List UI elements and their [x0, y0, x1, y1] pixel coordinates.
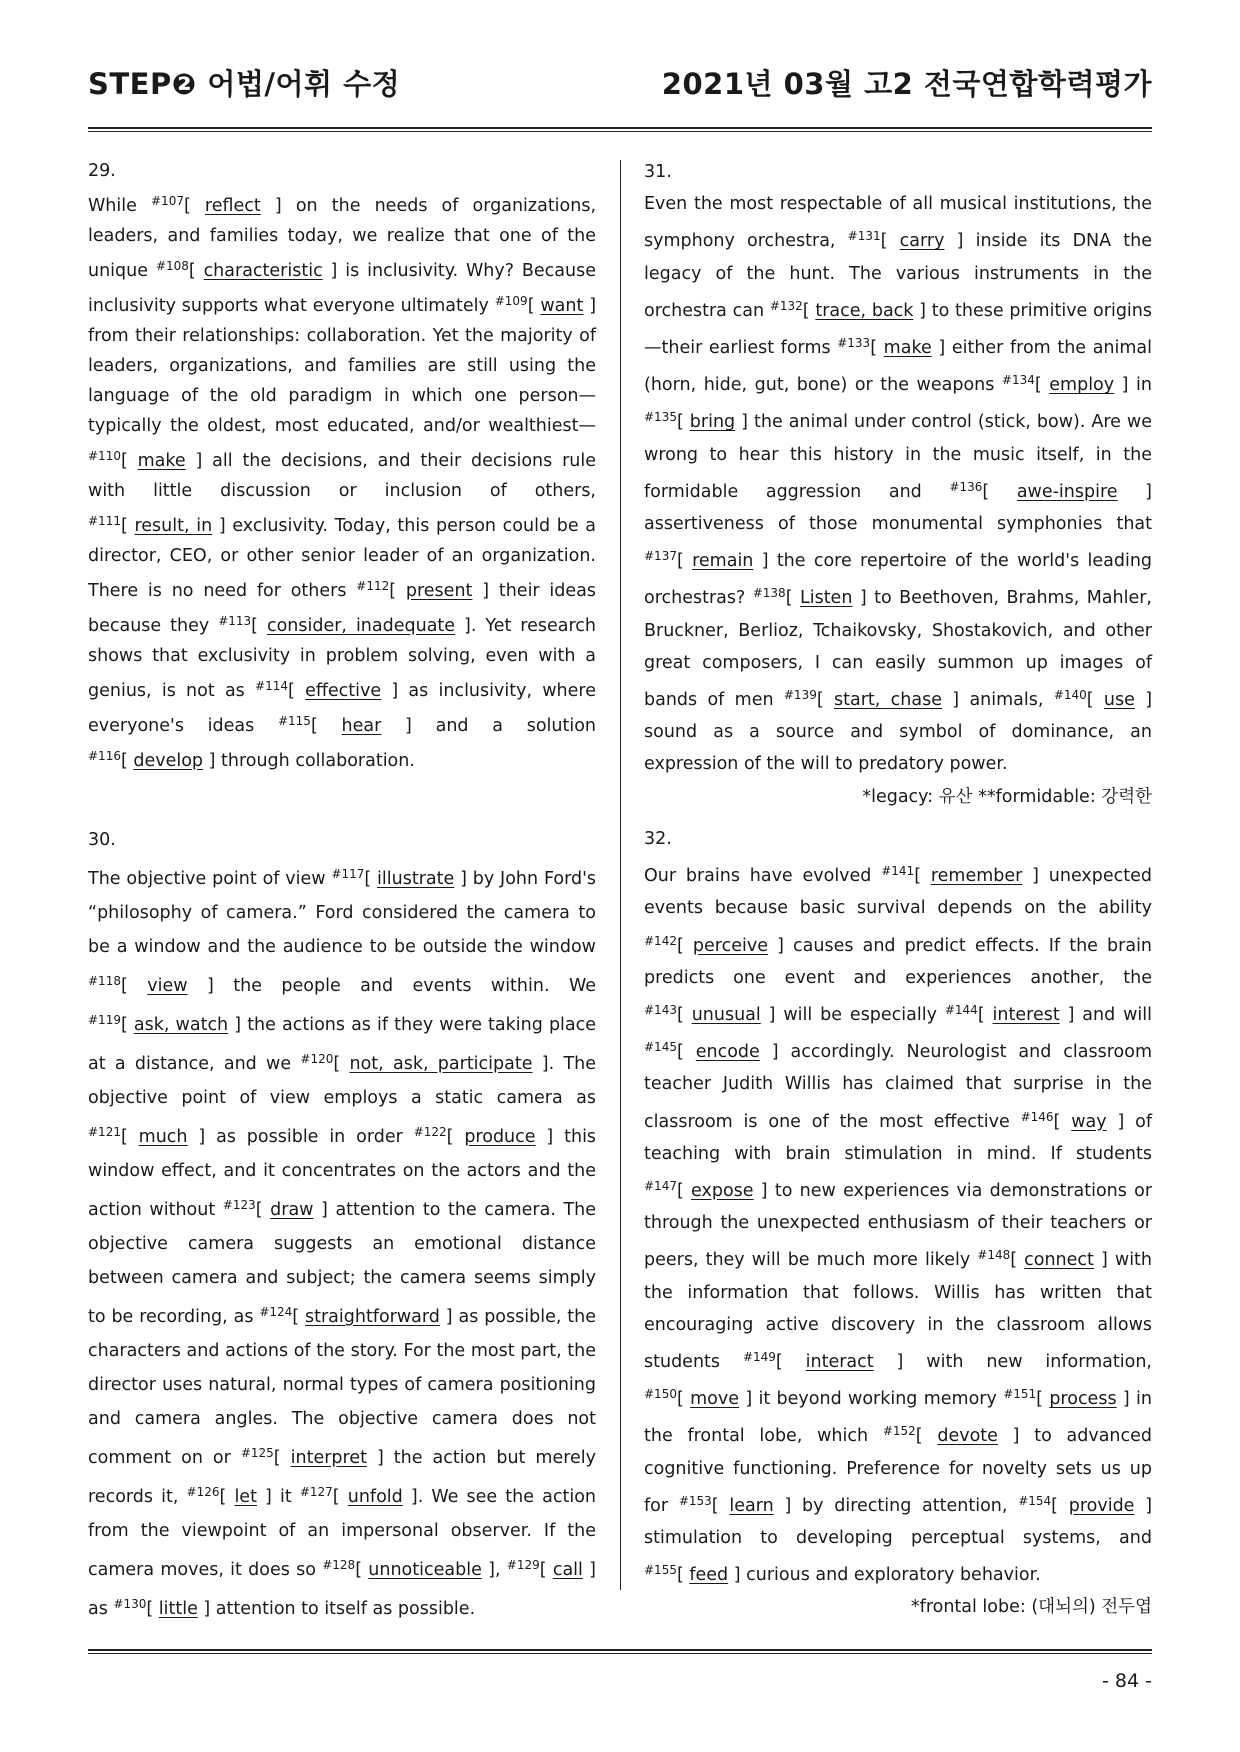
answer-blank: $^{\#129}$[ call ]: [506, 1558, 596, 1580]
header-title-left: STEP❷ 어법/어휘 수정: [88, 67, 401, 101]
blank-answer: expose: [691, 1181, 754, 1202]
blank-answer: develop: [133, 751, 204, 771]
passage-segment: as possible, the characters and actions of the story. For the most part, the director uses natural, normal types of camera positioning and camera angles. The objective camera does not comment on or: [88, 1307, 597, 1468]
passage-segment: animals,: [959, 690, 1054, 711]
passage-segment: on the needs of organizations, leaders, and families today, we realize that one of the unique: [88, 196, 597, 281]
answer-blank: $^{\#130}$[ little ]: [113, 1597, 211, 1619]
blank-answer: want: [540, 296, 584, 316]
blank-answer: much: [138, 1127, 188, 1147]
answer-blank: $^{\#142}$[ perceive ]: [644, 933, 784, 956]
answer-blank: $^{\#134}$[ employ ]: [1001, 373, 1129, 396]
blank-answer: devote: [937, 1426, 998, 1447]
blank-tag: #150: [644, 1387, 677, 1402]
passage-segment: with the information that follows. Willis has written that encouraging active discovery in the classroom allows students: [644, 1250, 1153, 1373]
blank-tag: #113: [218, 614, 252, 628]
blank-tag: #140: [1053, 688, 1087, 703]
answer-blank: $^{\#135}$[ bring ]: [644, 410, 748, 433]
passage-text: [88, 186, 596, 776]
passage-segment: to new experiences via demonstrations or through the unexpected enthusiasm of their teachers or peers, they will be much more likely: [644, 1181, 1153, 1271]
blank-answer: draw: [270, 1200, 314, 1220]
header-double-rule: [88, 127, 1152, 132]
answer-blank: $^{\#111}$[ result, in ]: [88, 514, 226, 536]
answer-blank: $^{\#116}$[ develop ]: [88, 749, 216, 771]
blank-answer: encode: [695, 1042, 760, 1063]
blank-answer: ask, watch: [133, 1015, 229, 1035]
answer-blank: $^{\#126}$[ let ]: [186, 1485, 272, 1507]
blank-tag: #111: [88, 514, 121, 528]
blank-answer: remember: [930, 866, 1023, 887]
blank-answer: remain: [692, 551, 754, 572]
passage-segment: it beyond working memory: [752, 1389, 1004, 1410]
answer-blank: $^{\#150}$[ move ]: [644, 1387, 753, 1410]
passage-segment: assertiveness of those monumental symphonies that: [644, 514, 1152, 535]
blank-answer: provide: [1068, 1495, 1135, 1516]
blank-tag: #138: [752, 586, 786, 601]
blank-answer: illustrate: [377, 869, 455, 889]
passage-segment: the core repertoire of the world's leading orchestras?: [644, 551, 1153, 609]
answer-blank: $^{\#148}$[ connect ]: [977, 1248, 1108, 1271]
blank-answer: trace, back: [815, 300, 914, 321]
blank-tag: #130: [113, 1597, 147, 1611]
passage-segment: to Beethoven, Brahms, Mahler, Bruckner, Berlioz, Tchaikovsky, Shostakovich, and other great composers, I can easily summon up images of bands of men: [644, 588, 1152, 711]
answer-blank: $^{\#133}$[ make ]: [837, 336, 946, 359]
answer-blank: $^{\#138}$[ Listen ]: [752, 586, 867, 609]
passage-segment: Our brains have evolved: [644, 866, 882, 887]
page-number: - 84 -: [1102, 1670, 1152, 1692]
blank-tag: #136: [949, 479, 983, 494]
answer-blank: $^{\#114}$[ effective ]: [255, 679, 399, 701]
passage-segment: with new information,: [903, 1352, 1152, 1373]
blank-tag: #135: [644, 410, 677, 425]
passage-segment: it: [271, 1487, 300, 1507]
passage-text: [644, 188, 1152, 780]
blank-tag: #112: [356, 579, 390, 593]
answer-blank: $^{\#152}$[ devote ]: [882, 1424, 1020, 1447]
blank-tag: #151: [1003, 1387, 1037, 1402]
passage-segment: attention to itself as possible.: [210, 1599, 476, 1619]
blank-answer: effective: [305, 681, 382, 701]
passage-segment: attention to the camera. The objective camera suggests an emotional distance between camera and subject; the camera seems simply to be recording, as: [88, 1200, 596, 1327]
blank-answer: awe-inspire: [1016, 481, 1118, 502]
passage-segment: of teaching with brain stimulation in mind. If students: [644, 1111, 1153, 1164]
passage-segment: exclusivity. Today, this person could be a director, CEO, or other senior leader of an organization. There is no need for others: [88, 516, 597, 601]
answer-blank: $^{\#120}$[ not, ask, participate ]: [300, 1052, 549, 1074]
blank-tag: #116: [88, 749, 121, 763]
blank-tag: #155: [644, 1563, 677, 1578]
answer-blank: $^{\#149}$[ interact ]: [742, 1350, 904, 1373]
answer-blank: $^{\#108}$[ characteristic ]: [155, 259, 338, 281]
blank-tag: #127: [299, 1485, 333, 1499]
passage-segment: as: [88, 1599, 114, 1619]
blank-answer: interpret: [290, 1448, 367, 1468]
blank-tag: #148: [977, 1248, 1011, 1263]
blank-tag: #118: [88, 974, 121, 988]
passage-segment: from their relationships: collaboration. Yet the majority of leaders, organizations, and families are still using the language of the old paradigm in which one person—typically the oldest, most educated, and/or wealthiest—: [88, 326, 596, 436]
passage-segment: to these primitive origins—their earliest forms: [644, 300, 1152, 359]
blank-answer: consider, inadequate: [266, 616, 456, 636]
column-divider: [620, 160, 621, 1590]
blank-answer: way: [1071, 1111, 1107, 1132]
answer-blank: $^{\#144}$[ interest ]: [944, 1003, 1075, 1026]
footer-double-rule: [88, 1649, 1152, 1654]
answer-blank: $^{\#122}$[ produce ]: [413, 1125, 554, 1147]
answer-blank: $^{\#153}$[ learn ]: [678, 1493, 792, 1516]
passage-segment: as possible in order: [205, 1127, 414, 1147]
passage-segment: in: [1128, 375, 1152, 396]
blank-tag: #129: [506, 1558, 540, 1572]
answer-blank: $^{\#128}$[ unnoticeable ]: [322, 1558, 495, 1580]
passage-segment: causes and predict effects. If the brain predicts one event and experiences another, the: [644, 935, 1153, 988]
passage-text: [88, 857, 596, 1626]
blank-answer: connect: [1024, 1250, 1094, 1271]
blank-answer: reflect: [204, 196, 261, 216]
blank-tag: #141: [881, 864, 915, 879]
passage-segment: Even the most respectable of all musical institutions, the symphony orchestra,: [644, 194, 1152, 252]
vocabulary-footnote: *legacy: 유산 **formidable: 강력한: [862, 786, 1152, 807]
blank-answer: bring: [689, 412, 736, 433]
question-number: 32.: [644, 829, 672, 849]
passage-segment: accordingly. Neurologist and classroom teacher Judith Willis has claimed that surprise in the classroom is one of the most effective: [644, 1042, 1153, 1132]
blank-tag: #153: [678, 1493, 712, 1508]
answer-blank: $^{\#140}$[ use ]: [1053, 688, 1153, 711]
blank-answer: feed: [689, 1565, 729, 1586]
answer-blank: $^{\#155}$[ feed ]: [644, 1563, 741, 1586]
blank-answer: move: [690, 1389, 740, 1410]
blank-answer: unfold: [347, 1487, 403, 1507]
blank-tag: #143: [644, 1003, 677, 1018]
answer-blank: $^{\#109}$[ want ]: [494, 294, 597, 316]
answer-blank: $^{\#132}$[ trace, back ]: [769, 298, 926, 321]
passage-segment: is inclusivity. Why? Because inclusivity supports what everyone ultimately: [88, 261, 597, 316]
answer-blank: $^{\#110}$[ make ]: [88, 449, 203, 471]
blank-tag: #132: [769, 298, 803, 313]
passage-segment: to advanced cognitive functioning. Preference for novelty sets us up for: [644, 1426, 1153, 1516]
blank-answer: call: [552, 1560, 583, 1580]
blank-tag: #144: [944, 1003, 978, 1018]
answer-blank: $^{\#131}$[ carry ]: [847, 229, 964, 252]
blank-tag: #117: [331, 867, 365, 881]
blank-answer: unusual: [691, 1005, 761, 1026]
answer-blank: $^{\#154}$[ provide ]: [1018, 1493, 1153, 1516]
blank-tag: #142: [644, 933, 677, 948]
answer-blank: $^{\#151}$[ process ]: [1003, 1387, 1130, 1410]
blank-tag: #137: [644, 549, 677, 564]
answer-blank: $^{\#115}$[ hear ]: [277, 714, 412, 736]
blank-tag: #107: [151, 194, 184, 208]
blank-answer: employ: [1049, 375, 1115, 396]
answer-blank: $^{\#136}$[ awe-inspire ]: [949, 479, 1152, 502]
question-31: [644, 156, 1152, 813]
passage-segment: . We see the action from the viewpoint of an impersonal observer. If the camera moves, it does so: [88, 1487, 596, 1580]
answer-blank: $^{\#143}$[ unusual ]: [644, 1003, 776, 1026]
answer-blank: $^{\#137}$[ remain ]: [644, 549, 769, 572]
blank-tag: #119: [88, 1013, 121, 1027]
passage-segment: . Yet research shows that exclusivity in problem solving, even with a genius, is not as: [88, 616, 597, 701]
answer-blank: $^{\#119}$[ ask, watch ]: [88, 1013, 242, 1035]
answer-blank: $^{\#113}$[ consider, inadequate ]: [218, 614, 471, 636]
blank-answer: use: [1103, 690, 1135, 711]
blank-tag: #108: [155, 259, 189, 273]
blank-tag: #115: [277, 714, 311, 728]
blank-tag: #139: [783, 688, 817, 703]
answer-blank: $^{\#127}$[ unfold ]: [299, 1485, 418, 1507]
blank-answer: process: [1049, 1389, 1117, 1410]
blank-tag: #146: [1020, 1109, 1054, 1124]
vocabulary-footnote: *frontal lobe: (대뇌의) 전두엽: [910, 1597, 1152, 1618]
blank-answer: view: [147, 976, 188, 996]
blank-tag: #120: [300, 1052, 334, 1066]
answer-blank: $^{\#146}$[ way ]: [1020, 1109, 1125, 1132]
answer-blank: $^{\#145}$[ encode ]: [644, 1040, 779, 1063]
passage-segment: through collaboration.: [215, 751, 415, 771]
blank-answer: hear: [341, 716, 382, 736]
blank-tag: #147: [644, 1179, 677, 1194]
answer-blank: $^{\#123}$[ draw ]: [222, 1198, 328, 1220]
passage-text: [644, 855, 1152, 1591]
blank-tag: #131: [847, 229, 881, 244]
passage-segment: by John Ford's “philosophy of camera.” Ford considered the camera to be a window and the audience to be outside the window: [88, 869, 597, 957]
passage-segment: sound as a source and symbol of dominance, an expression of the will to predatory power.: [644, 722, 1152, 775]
answer-blank: $^{\#117}$[ illustrate ]: [331, 867, 467, 889]
answer-blank: $^{\#118}$[ view ]: [88, 974, 214, 996]
passage-segment: inside its DNA the legacy of the hunt. The various instruments in the orchestra can: [644, 231, 1153, 321]
passage-segment: stimulation to developing perceptual systems, and: [644, 1528, 1152, 1549]
passage-segment: the action but merely records it,: [88, 1448, 597, 1507]
blank-answer: unnoticeable: [368, 1560, 482, 1580]
blank-tag: #110: [88, 449, 121, 463]
passage-segment: by directing attention,: [791, 1495, 1019, 1516]
answer-blank: $^{\#139}$[ start, chase ]: [783, 688, 960, 711]
blank-answer: little: [158, 1599, 198, 1619]
blank-answer: Listen: [799, 588, 853, 609]
passage-segment: either from the animal (horn, hide, gut, bone) or the weapons: [644, 338, 1153, 396]
passage-segment: unexpected events because basic survival depends on the ability: [644, 866, 1153, 919]
passage-segment: the actions as if they were taking place at a distance, and we: [88, 1015, 597, 1074]
blank-answer: result, in: [134, 516, 213, 536]
header-title-right: 2021년 03월 고2 전국연합학력평가: [661, 67, 1152, 101]
blank-tag: #128: [322, 1558, 356, 1572]
blank-tag: #109: [494, 294, 528, 308]
blank-answer: interest: [992, 1005, 1060, 1026]
answer-blank: $^{\#124}$[ straightforward ]: [259, 1305, 453, 1327]
blank-tag: #122: [413, 1125, 447, 1139]
blank-answer: not, ask, participate: [349, 1054, 533, 1074]
blank-answer: straightforward: [304, 1307, 440, 1327]
answer-blank: $^{\#147}$[ expose ]: [644, 1179, 768, 1202]
blank-answer: carry: [899, 231, 945, 252]
blank-tag: #149: [742, 1350, 776, 1365]
passage-segment: . The objective point of view employs a static camera as: [88, 1054, 596, 1108]
blank-answer: interact: [805, 1352, 874, 1373]
answer-blank: $^{\#141}$[ remember ]: [881, 864, 1039, 887]
passage-segment: their ideas because they: [88, 581, 597, 636]
blank-tag: #125: [240, 1446, 274, 1460]
blank-tag: #145: [644, 1040, 677, 1055]
passage-segment: the people and events within. We: [213, 976, 597, 996]
answer-blank: $^{\#125}$[ interpret ]: [240, 1446, 384, 1468]
question-30: [88, 823, 596, 1626]
blank-answer: make: [883, 338, 932, 359]
passage-segment: all the decisions, and their decisions rule with little discussion or inclusion of others,: [88, 451, 596, 501]
blank-tag: #134: [1001, 373, 1035, 388]
blank-tag: #133: [837, 336, 871, 351]
blank-answer: present: [405, 581, 473, 601]
passage-segment: and will: [1074, 1005, 1153, 1026]
passage-segment: and a solution: [411, 716, 597, 736]
blank-tag: #152: [882, 1424, 916, 1439]
passage-segment: in the frontal lobe, which: [644, 1389, 1152, 1447]
passage-segment: While: [88, 196, 151, 216]
blank-answer: perceive: [692, 935, 768, 956]
passage-segment: will be especially: [775, 1005, 945, 1026]
blank-answer: let: [234, 1487, 257, 1507]
blank-answer: learn: [729, 1495, 774, 1516]
blank-tag: #154: [1018, 1493, 1052, 1508]
passage-segment: ,: [494, 1560, 507, 1580]
blank-tag: #126: [186, 1485, 220, 1499]
answer-blank: $^{\#107}$[ reflect ]: [151, 194, 282, 216]
answer-blank: $^{\#112}$[ present ]: [356, 579, 490, 601]
passage-segment: this window effect, and it concentrates on the actors and the action without: [88, 1127, 597, 1220]
question-number: 29.: [88, 161, 116, 181]
passage-segment: as inclusivity, where everyone's ideas: [88, 681, 596, 736]
question-32: [644, 823, 1152, 1624]
blank-tag: #124: [259, 1305, 293, 1319]
blank-tag: #121: [88, 1125, 121, 1139]
question-number: 31.: [644, 162, 672, 182]
blank-tag: #114: [255, 679, 288, 693]
passage-segment: curious and exploratory behavior.: [740, 1565, 1041, 1586]
blank-tag: #123: [222, 1198, 256, 1212]
blank-answer: characteristic: [203, 261, 323, 281]
passage-segment: The objective point of view: [88, 869, 332, 889]
blank-answer: start, chase: [834, 690, 942, 711]
question-number: 30.: [88, 830, 116, 850]
blank-answer: produce: [464, 1127, 536, 1147]
passage-segment: the animal under control (stick, bow). Are we wrong to hear this history in the music itself, in the formidable aggression and: [644, 412, 1153, 502]
question-29: [88, 156, 596, 776]
answer-blank: $^{\#121}$[ much ]: [88, 1125, 206, 1147]
blank-answer: make: [137, 451, 186, 471]
